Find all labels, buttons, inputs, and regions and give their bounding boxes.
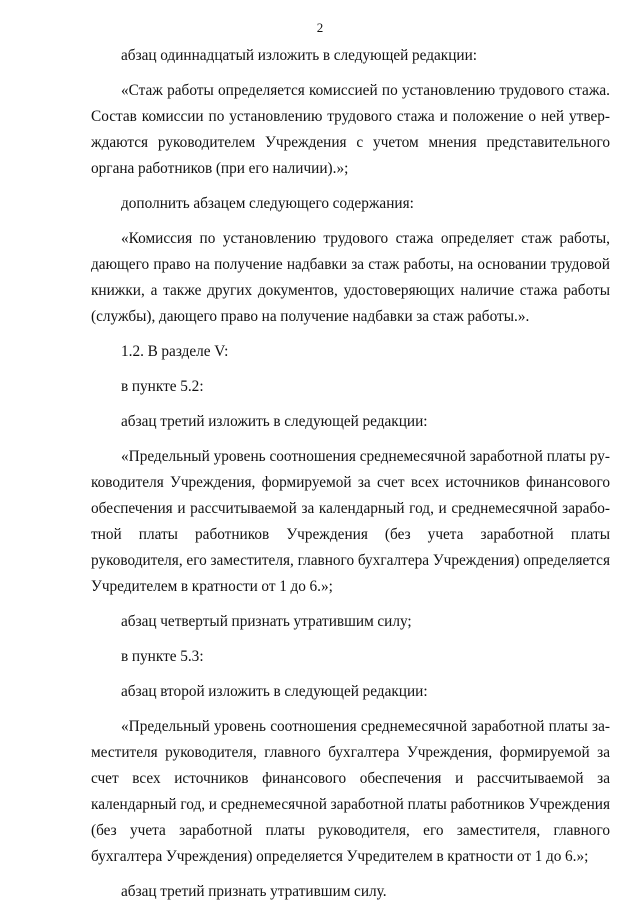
paragraph-5: 1.2. В разделе V: (121, 343, 229, 360)
page-number: 2 (316, 20, 324, 35)
paragraph-10: в пункте 5.3: (121, 648, 204, 665)
paragraph-9: абзац четвертый признать утратившим силу; (121, 613, 412, 630)
paragraph-2: «Стаж работы определяется комиссией по установлению трудового стажа. Состав комиссии по установлению трудового стажа и положение о ней утверждаются руководителем Учреждения с учетом мнения представительного органа работников (при его наличии).»; (91, 82, 610, 177)
paragraph-7: абзац третий изложить в следующей редакции: (121, 413, 428, 430)
paragraph-4: «Комиссия по установлению трудового стажа определяет стаж работы, дающего право на получение надбавки за стаж работы, на основании трудовой книжки, а также других документов, удостоверяющих наличие стажа работы (службы), дающего право на получение надбавки за стаж работы.». (91, 230, 610, 325)
paragraph-1: абзац одиннадцатый изложить в следующей редакции: (121, 47, 478, 64)
document-body (91, 34, 610, 905)
paragraph-12: «Предельный уровень соотношения среднемесячной заработной платы заместителя руководителя, главного бухгалтера Учреждения, формируемой за счет всех источников финансового обеспечения и рассчитываемой за календарный год, и среднемесячной заработной платы работников Учреждения (без учета заработной платы руководителя, его заместителя, главного бухгалтера Учреждения) определяется Учредителем в кратности от 1 до 6.»; (91, 718, 610, 865)
paragraph-11: абзац второй изложить в следующей редакции: (121, 683, 428, 700)
paragraph-8: «Предельный уровень соотношения среднемесячной заработной платы руководителя Учреждения, формируемой за счет всех источников финансового обеспечения и рассчитываемой за календарный год, и среднемесячной заработной платы работников Учреждения (без учета заработной платы руководителя, его заместителя, главного бухгалтера Учреждения) определяется Учредителем в кратности от 1 до 6.»; (91, 448, 610, 595)
paragraph-3: дополнить абзацем следующего содержания: (121, 195, 414, 212)
paragraph-13: абзац третий признать утратившим силу. (121, 883, 387, 900)
paragraph-6: в пункте 5.2: (121, 378, 204, 395)
